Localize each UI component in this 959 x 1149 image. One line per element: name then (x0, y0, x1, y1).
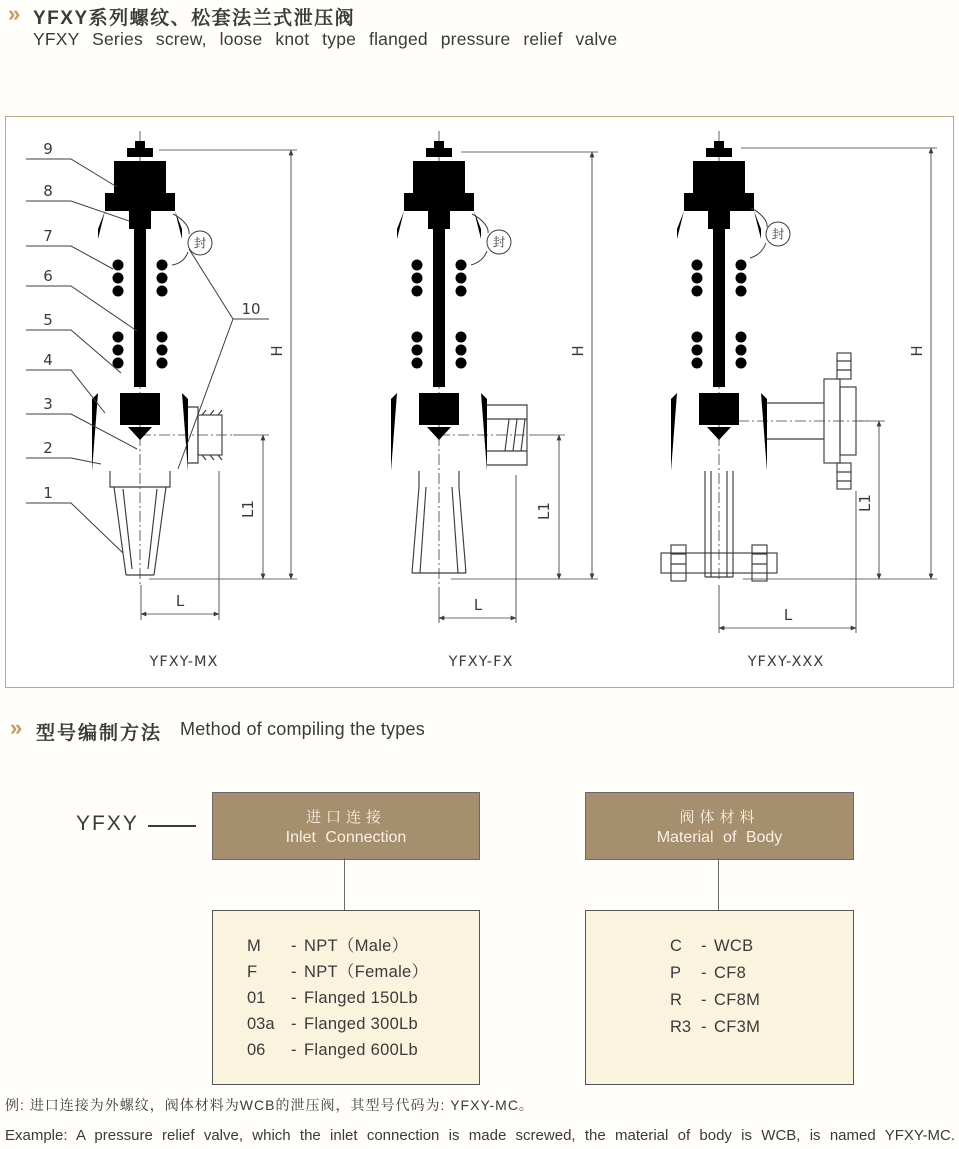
inlet-connection-title-zh: 进口连接 (305, 808, 386, 826)
dim-label-l1: L1 (239, 500, 257, 518)
example-text-en: Example: A pressure relief valve, which the inlet connection is made screwed, the material of body is WCB, is named YFXY-MC. (5, 1127, 955, 1144)
option-desc: CF8M (714, 991, 761, 1009)
model-connector-dash (148, 825, 196, 827)
valve-diagram-panel (5, 116, 954, 688)
option-row (213, 959, 479, 985)
option-desc: Flanged 150Lb (304, 989, 418, 1007)
option-code: R3 (670, 1018, 692, 1036)
chevron-right-icon: » (10, 715, 23, 740)
option-code: 01 (247, 989, 266, 1007)
callout-4: 4 (43, 351, 53, 369)
section-bullet-icon (8, 3, 20, 26)
flow-box-material-of-body (585, 792, 854, 860)
option-desc: Flanged 600Lb (304, 1041, 418, 1059)
material-of-body-title-zh: 阀体材料 (679, 808, 760, 826)
option-separator: - (701, 991, 707, 1009)
option-desc: CF3M (714, 1018, 761, 1036)
callout-10: 10 (241, 300, 261, 318)
material-of-body-options-box (585, 910, 854, 1085)
option-desc: NPT（Male） (304, 937, 409, 955)
option-separator: - (701, 1018, 707, 1036)
valve-diagrams-svg (6, 117, 953, 687)
valve-mx-drawing (92, 141, 222, 575)
method-heading-zh: 型号编制方法 (36, 723, 163, 744)
dim-label-h: H (569, 345, 587, 357)
callout-1: 1 (43, 484, 53, 502)
inlet-connection-options-box (212, 910, 480, 1085)
option-desc: NPT（Female） (304, 963, 429, 981)
valve-fx-drawing (391, 141, 527, 573)
callout-3: 3 (43, 395, 53, 413)
dim-label-l1: L1 (856, 494, 874, 512)
dim-label-h: H (908, 345, 926, 357)
model-prefix: YFXY (76, 812, 139, 835)
option-row (213, 985, 479, 1011)
dim-label-l: L (175, 592, 185, 610)
inlet-connection-title-en: Inlet Connection (285, 828, 407, 846)
option-row (586, 987, 853, 1014)
callout-10-leaders (178, 249, 269, 469)
option-row (586, 960, 853, 987)
dim-label-l: L (473, 596, 483, 614)
page-title-zh: YFXY系列螺纹、松套法兰式泄压阀 (33, 8, 356, 29)
option-separator: - (291, 1015, 297, 1033)
callout-5: 5 (43, 311, 53, 329)
option-separator: - (291, 989, 297, 1007)
dim-label-h: H (268, 345, 286, 357)
callout-8: 8 (43, 182, 53, 200)
option-code: R (670, 991, 682, 1009)
callout-2: 2 (43, 439, 53, 457)
option-code: F (247, 963, 258, 981)
option-separator: - (291, 1041, 297, 1059)
option-row (586, 1014, 853, 1041)
option-row (586, 933, 853, 960)
callout-9: 9 (43, 140, 53, 158)
caption-yfxy-mx: YFXY-MX (149, 654, 219, 670)
option-row (213, 1037, 479, 1063)
material-of-body-title-en: Material of Body (656, 828, 783, 846)
option-desc: Flanged 300Lb (304, 1015, 418, 1033)
chevron-right-icon: » (8, 1, 21, 26)
callout-7: 7 (43, 227, 53, 245)
connector-line-left (344, 858, 345, 910)
seal-label: 封 (492, 234, 506, 250)
valve-xxx-drawing (661, 141, 856, 581)
option-code: C (670, 937, 682, 955)
option-code: P (670, 964, 682, 982)
caption-yfxy-xxx: YFXY-XXX (747, 654, 825, 670)
option-separator: - (701, 964, 707, 982)
dim-label-l: L (783, 606, 793, 624)
option-code: 06 (247, 1041, 266, 1059)
valve-fx-extension-lines (439, 152, 598, 623)
caption-yfxy-fx: YFXY-FX (448, 654, 514, 670)
example-text-zh: 例: 进口连接为外螺纹，阀体材料为WCB的泄压阀，其型号代码为: YFXY-MC。 (5, 1097, 534, 1113)
option-code: M (247, 937, 261, 955)
option-separator: - (291, 937, 297, 955)
seal-label: 封 (193, 235, 207, 251)
seal-balloon-xxx (750, 208, 790, 258)
option-code: 03a (247, 1015, 275, 1033)
method-heading-en: Method of compiling the types (180, 719, 425, 739)
method-bullet (10, 717, 22, 740)
option-separator: - (701, 937, 707, 955)
option-separator: - (291, 963, 297, 981)
callout-6: 6 (43, 267, 53, 285)
flow-box-inlet-connection (212, 792, 480, 860)
dim-label-l1: L1 (535, 502, 553, 520)
option-row (213, 1011, 479, 1037)
option-desc: WCB (714, 937, 754, 955)
seal-label: 封 (771, 226, 785, 242)
connector-line-right (718, 858, 719, 910)
option-desc: CF8 (714, 964, 747, 982)
valve-mx-extension-lines (141, 150, 297, 620)
page-title-en: YFXY Series screw, loose knot type flanged pressure relief valve (33, 29, 618, 49)
option-row (213, 933, 479, 959)
